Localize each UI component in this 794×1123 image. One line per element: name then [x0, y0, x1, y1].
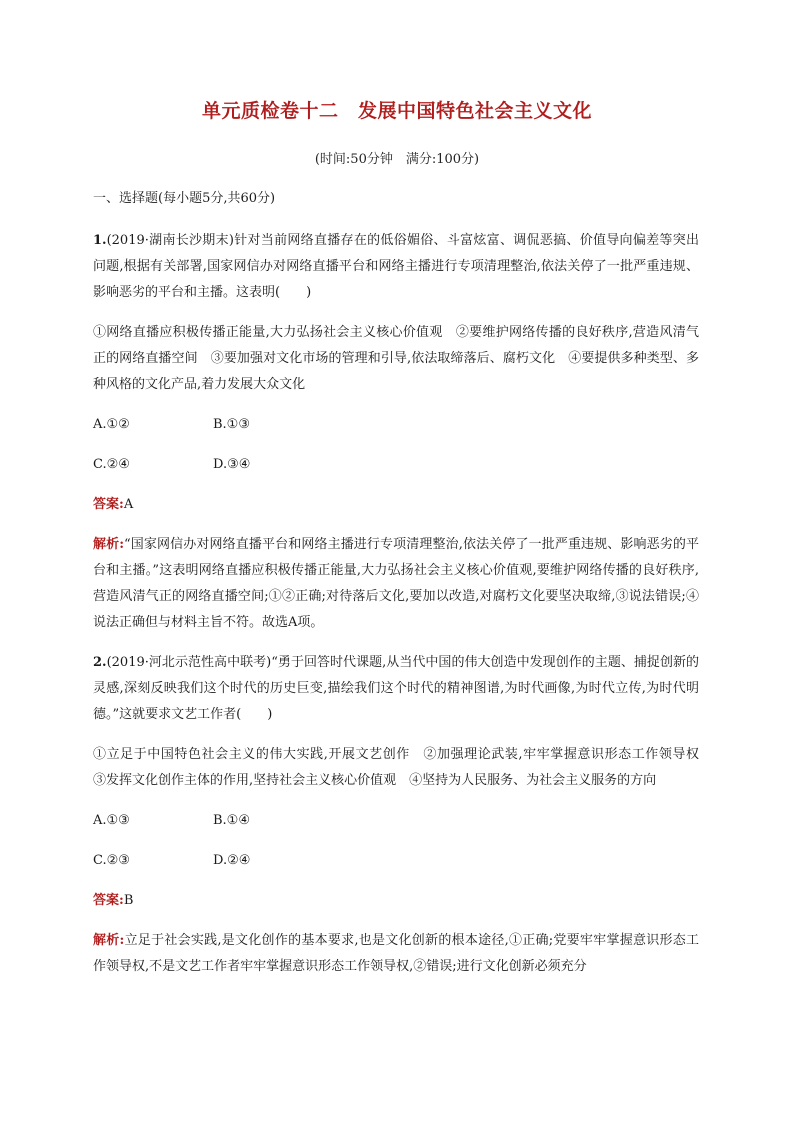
section-heading: 一、选择题(每小题5分,共60分) — [93, 191, 276, 206]
choice-c: C.②③ — [93, 853, 130, 868]
question-1-choices-row-1 — [93, 412, 699, 438]
question-1-choices-row-2 — [93, 452, 699, 478]
choice-d: D.③④ — [213, 457, 251, 472]
analysis-label: 解析: — [93, 537, 125, 552]
question-2-choices-row-2 — [93, 848, 699, 874]
analysis-label: 解析: — [93, 933, 125, 948]
question-1-statements: ①网络直播应积极传播正能量,大力弘扬社会主义核心价值观 ②要维护网络传播的良好秩序,营造风清气正的网络直播空间 ③要加强对文化市场的管理和引导,依法取缔落后、腐朽文化 ④要提供多种类型、多种风格的文化产品,着力发展大众文化 — [93, 325, 699, 392]
answer-value: A — [123, 497, 134, 512]
exam-time-score: (时间:50分钟 满分:100分) — [314, 152, 480, 167]
question-2-analysis — [93, 928, 699, 980]
answer-value: B — [123, 893, 134, 908]
choice-a: A.①② — [93, 417, 130, 432]
question-2-statements: ①立足于中国特色社会主义的伟大实践,开展文艺创作 ②加强理论武装,牢牢掌握意识形态工作领导权 ③发挥文化创作主体的作用,坚持社会主义核心价值观 ④坚持为人民服务、为社会主义服务的方向 — [93, 747, 713, 788]
page-title: 单元质检卷十二 发展中国特色社会主义文化 — [201, 100, 592, 122]
question-1-stem — [93, 228, 699, 306]
choice-c: C.②④ — [93, 457, 130, 472]
question-text: (2019·湖南长沙期末)针对当前网络直播存在的低俗媚俗、斗富炫富、调侃恶搞、价值导向偏差等突出问题,根据有关部署,国家网信办对网络直播平台和网络主播进行专项清理整治,依法关停了一批严重违规、影响恶劣的平台和主播。这表明( ) — [93, 233, 699, 300]
analysis-text: “国家网信办对网络直播平台和网络主播进行专项清理整治,依法关停了一批严重违规、影响恶劣的平台和主播。”这表明网络直播应积极传播正能量,大力弘扬社会主义核心价值观,要维护网络传播的良好秩序,营造风清气正的网络直播空间;①②正确;对待落后文化,要加以改造,对腐朽文化要坚决取缔,③说法错误;④说法正确但与材料主旨不符。故选A项。 — [93, 537, 699, 630]
question-number: 1. — [93, 233, 107, 248]
question-2-answer — [93, 888, 699, 914]
question-2-stem — [93, 650, 699, 728]
question-1-analysis — [93, 532, 699, 636]
document-body — [93, 186, 713, 994]
question-text: (2019·河北示范性高中联考)“勇于回答时代课题,从当代中国的伟大创造中发现创作的主题、捕捉创新的灵感,深刻反映我们这个时代的历史巨变,描绘我们这个时代的精神图谱,为时代画像,为时代立传,为时代明德。”这就要求文艺工作者( ) — [93, 655, 699, 722]
choice-b: B.①④ — [213, 813, 250, 828]
answer-label: 答案: — [93, 497, 124, 512]
choice-a: A.①③ — [93, 813, 130, 828]
analysis-text: 立足于社会实践,是文化创作的基本要求,也是文化创新的根本途径,①正确;党要牢牢掌握意识形态工作领导权,不是文艺工作者牢牢掌握意识形态工作领导权,②错误;进行文化创新必须充分 — [93, 933, 699, 974]
question-number: 2. — [93, 655, 107, 670]
answer-label: 答案: — [93, 893, 124, 908]
choice-d: D.②④ — [213, 853, 251, 868]
question-1-answer — [93, 492, 699, 518]
question-2-choices-row-1 — [93, 808, 699, 834]
choice-b: B.①③ — [213, 417, 250, 432]
